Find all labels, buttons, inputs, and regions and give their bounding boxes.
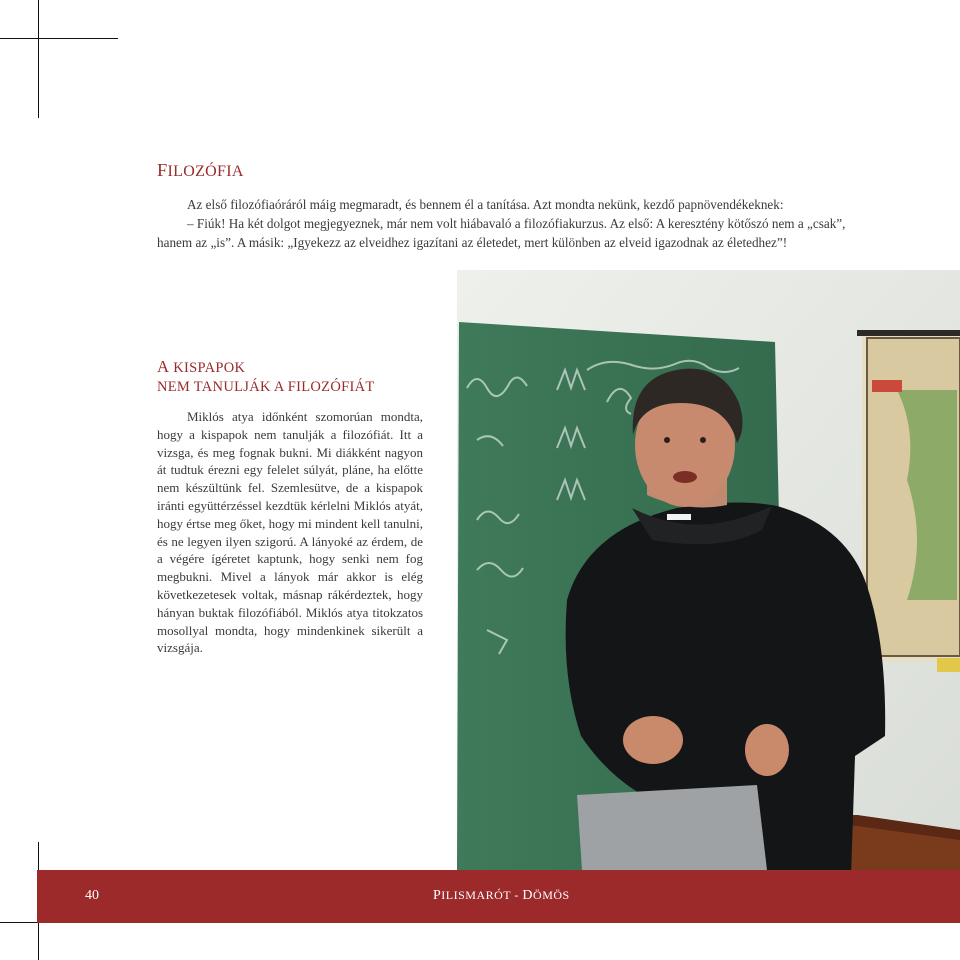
page-number: 40 xyxy=(85,888,99,903)
intro-line: – Fiúk! Ha két dolgot megjegyeznek, már nem volt hiábavaló a filozófiakurzus. Az első: A keresztény kötőszó nem a „csak”, xyxy=(187,216,846,231)
crop-mark xyxy=(0,38,118,39)
body-column xyxy=(157,408,423,657)
footer-title: PILISMARÓT - DÖMÖS xyxy=(433,888,570,903)
intro-line: hanem az „is”. A másik: „Igyekezz az elveidhez igazítani az életedet, mert különben az elveid igazodnak az életedhez”! xyxy=(157,235,788,250)
section-heading-kispapok xyxy=(157,357,375,397)
photo-teacher-at-blackboard xyxy=(457,270,960,870)
heading-line: NEM TANULJÁK A FILOZÓFIÁT xyxy=(157,379,375,395)
body-paragraph: Miklós atya időnként szomorúan mondta, hogy a kispapok nem tanulják a filozófiát. Itt a vizsga, és meg fognak bukni. Mi diákként nagyon át tudtuk érezni egy felelet súlyát, pláne, ha előtte nem készültünk fel. Szemlesütve, de a kispapok iránti együttérzéssel kezdtük kérlelni Miklós atyát, hogy értse meg őket, hogy mi mindent kell tanulni, és ne legyen ilyen szigorú. A lányoké az érdem, de a végére ígéretet kaptunk, hogy senki nem fog megbukni. Mivel a lányok már akkor is elég következetesek voltak, másnap rákérdeztek, hogy hányan buktak filozófiából. Miklós atya titokzatos mosollyal mondta, hogy mindenkinek sikerült a vizsgája. xyxy=(157,409,423,656)
photo-illustration xyxy=(457,270,960,870)
footer-bar xyxy=(37,870,960,923)
intro-line: Az első filozófiaóráról máig megmaradt, és bennem él a tanítása. Azt mondta nekünk, kezdő papnövendékeknek: xyxy=(187,197,784,212)
heading-line: A KISPAPOK xyxy=(157,357,246,376)
intro-paragraph xyxy=(157,195,877,252)
section-heading-filozofia: FILOZÓFIA xyxy=(157,160,244,180)
crop-mark xyxy=(38,0,39,118)
